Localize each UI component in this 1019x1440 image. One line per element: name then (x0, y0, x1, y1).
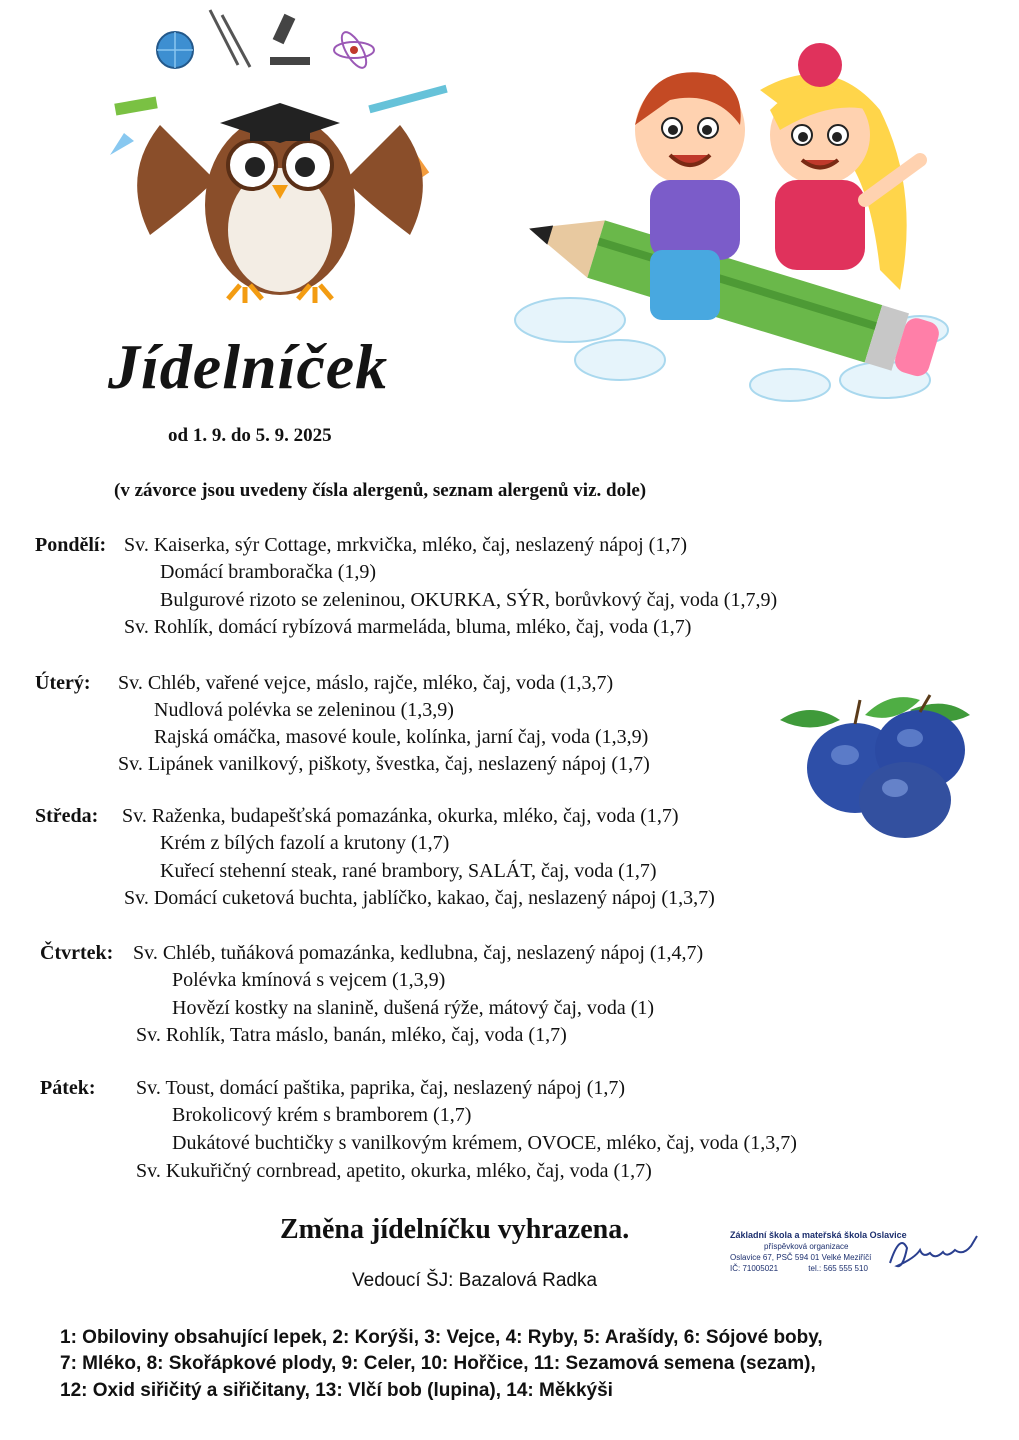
day-label-thursday: Čtvrtek: (40, 942, 114, 964)
plums-icon (770, 690, 1000, 840)
menu-line: Sv. Toust, domácí paštika, paprika, čaj, neslazený nápoj (1,7) (136, 1077, 626, 1099)
stamp-line: Základní škola a mateřská škola Oslavice (730, 1230, 907, 1240)
menu-line: Kuřecí stehenní steak, rané brambory, SALÁT, čaj, voda (1,7) (160, 860, 657, 882)
menu-line: Rajská omáčka, masové koule, kolínka, jarní čaj, voda (1,3,9) (154, 726, 649, 748)
day-label-tuesday: Úterý: (35, 672, 91, 694)
menu-line: Dukátové buchtičky s vanilkovým krémem, OVOCE, mléko, čaj, voda (1,3,7) (172, 1132, 797, 1154)
menu-change-notice: Změna jídelníčku vyhrazena. (280, 1214, 630, 1245)
menu-line: Sv. Lipánek vanilkový, piškoty, švestka, čaj, neslazený nápoj (1,7) (118, 753, 650, 775)
stamp-line: příspěvková organizace (764, 1242, 849, 1251)
allergen-list-line: 7: Mléko, 8: Skořápkové plody, 9: Celer, 10: Hořčice, 11: Sezamová semena (sezam), (60, 1353, 816, 1374)
menu-line: Sv. Kukuřičný cornbread, apetito, okurka, mléko, čaj, voda (1,7) (136, 1160, 652, 1182)
day-label-monday: Pondělí: (35, 534, 107, 556)
menu-line: Sv. Chléb, vařené vejce, máslo, rajče, mléko, čaj, voda (1,3,7) (118, 672, 614, 694)
day-label-wednesday: Středa: (35, 805, 99, 827)
menu-line: Domácí bramboračka (1,9) (160, 561, 377, 583)
canteen-manager: Vedoucí ŠJ: Bazalová Radka (352, 1270, 598, 1291)
menu-line: Sv. Rohlík, Tatra máslo, banán, mléko, čaj, voda (1,7) (136, 1024, 567, 1046)
menu-line: Sv. Domácí cuketová buchta, jablíčko, kakao, čaj, neslazený nápoj (1,3,7) (124, 887, 715, 909)
menu-line: Bulgurové rizoto se zeleninou, OKURKA, SÝR, borůvkový čaj, voda (1,7,9) (160, 589, 778, 611)
date-range: od 1. 9. do 5. 9. 2025 (168, 425, 332, 446)
stamp-line: IČ: 71005021 (730, 1264, 779, 1273)
menu-line: Sv. Raženka, budapešťská pomazánka, okurka, mléko, čaj, voda (1,7) (122, 805, 679, 827)
menu-line: Sv. Rohlík, domácí rybízová marmeláda, bluma, mléko, čaj, voda (1,7) (124, 616, 692, 638)
menu-line: Sv. Chléb, tuňáková pomazánka, kedlubna, čaj, neslazený nápoj (1,4,7) (133, 942, 704, 964)
kids-on-pencil-icon (500, 30, 960, 410)
menu-line: Nudlová polévka se zeleninou (1,3,9) (154, 699, 454, 721)
stamp-line: tel.: 565 555 510 (808, 1264, 868, 1273)
menu-line: Brokolicový krém s bramborem (1,7) (172, 1104, 472, 1126)
owl-graduate-icon (100, 5, 460, 310)
page-title: Jídelníček (108, 331, 389, 402)
day-label-friday: Pátek: (40, 1077, 96, 1099)
allergen-note: (v závorce jsou uvedeny čísla alergenů, seznam alergenů viz. dole) (114, 480, 647, 501)
menu-line: Hovězí kostky na slanině, dušená rýže, mátový čaj, voda (1) (172, 997, 655, 1019)
menu-line: Krém z bílých fazolí a krutony (1,7) (160, 832, 450, 854)
allergen-list-line: 1: Obiloviny obsahující lepek, 2: Korýši, 3: Vejce, 4: Ryby, 5: Arašídy, 6: Sójové boby, (60, 1327, 823, 1348)
stamp-line: Oslavice 67, PSČ 594 01 Velké Meziříčí (730, 1253, 872, 1262)
menu-line: Sv. Kaiserka, sýr Cottage, mrkvička, mléko, čaj, neslazený nápoj (1,7) (124, 534, 687, 556)
signature-icon (885, 1228, 985, 1276)
menu-line: Polévka kmínová s vejcem (1,3,9) (172, 969, 446, 991)
allergen-list-line: 12: Oxid siřičitý a siřičitany, 13: Vlčí bob (lupina), 14: Měkkýši (60, 1380, 613, 1401)
